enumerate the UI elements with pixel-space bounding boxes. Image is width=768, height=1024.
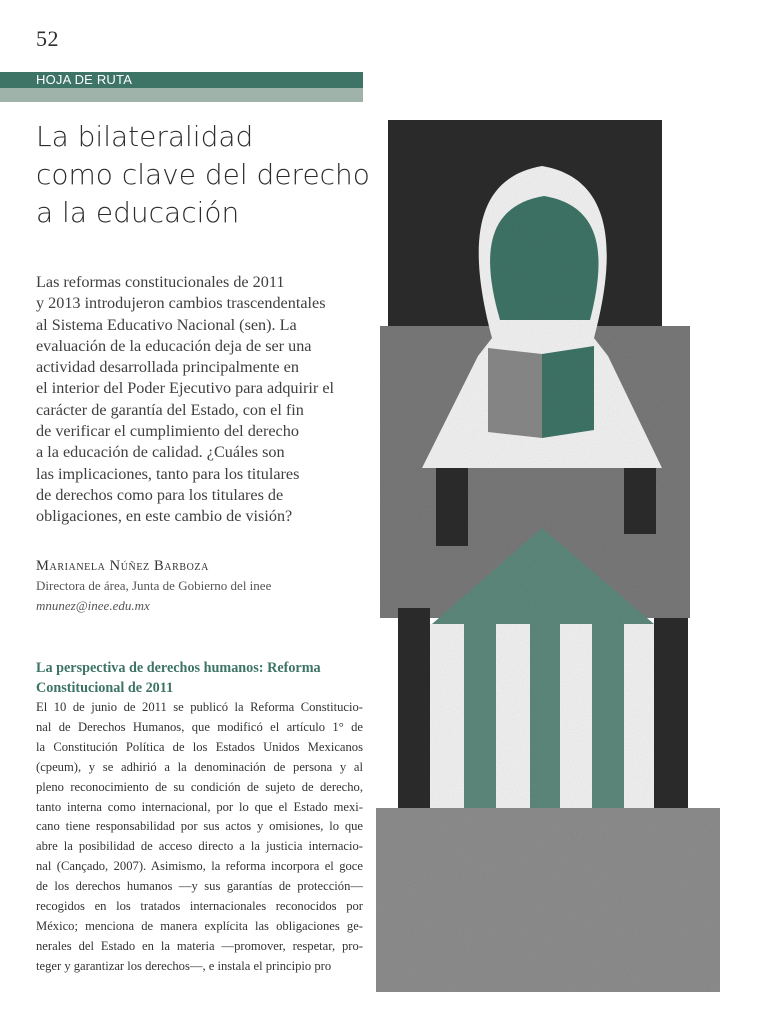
lead-line: y 2013 introdujeron cambios trascendentales <box>36 294 326 313</box>
body-line: cano tiene responsabilidad por sus actos y omisiones, lo que <box>36 819 363 834</box>
article-title <box>36 118 370 232</box>
body-line: abre la posibilidad de acceso directo a la justicia internacio- <box>36 839 363 854</box>
lead-line: actividad desarrollada principalmente en <box>36 358 299 377</box>
section-header-band-secondary <box>0 88 363 102</box>
body-line: recogidos en los tratados internacionales reconocidos por <box>36 899 363 914</box>
body-line: tanto interna como internacional, por lo que el Estado mexi- <box>36 799 363 814</box>
illustration-pillar-3 <box>592 624 624 814</box>
body-line: (cpeum), y se adhirió a la denominación de persona y al <box>36 759 363 774</box>
body-line: la Constitución Política de los Estados Unidos Mexicanos <box>36 739 363 754</box>
illustration-left-arm <box>436 468 468 546</box>
lead-line: las implicaciones, tanto para los titulares <box>36 464 300 483</box>
lead-line: al Sistema Educativo Nacional (sen). La <box>36 315 297 334</box>
illustration-right-arm <box>624 468 656 534</box>
lead-line: carácter de garantía del Estado, con el fin <box>36 400 304 419</box>
title-line: como clave del derecho <box>36 158 370 191</box>
lead-line: Las reformas constitucionales de 2011 <box>36 273 285 291</box>
subheading-line: Constitucional de 2011 <box>36 680 174 696</box>
illustration-student-with-book <box>372 108 724 1000</box>
author-name: Marianela Núñez Barboza <box>36 558 209 574</box>
body-line: nal (Cançado, 2007). Asimismo, la reforma incorpora el goce <box>36 859 363 874</box>
body-line: de los derechos humanos —y sus garantías de protección— <box>36 879 363 894</box>
body-line: México; menciona de manera explícita las obligaciones ge- <box>36 918 363 933</box>
lead-line: de verificar el cumplimiento del derecho <box>36 422 299 441</box>
page-number: 52 <box>36 26 59 51</box>
title-line: La bilateralidad <box>36 120 254 153</box>
illustration-book-right-page <box>542 346 594 438</box>
body-line: nal de Derechos Humanos, que modificó el artículo 1° de <box>36 719 363 734</box>
lead-line: a la educación de calidad. ¿Cuáles son <box>36 443 285 462</box>
body-line: pleno reconocimiento de su condición de sujeto de derecho, <box>36 779 363 794</box>
section-header-band <box>0 72 363 88</box>
illustration-left-post <box>398 608 430 814</box>
author-block <box>36 556 366 616</box>
author-email[interactable]: mnunez@inee.edu.mx <box>36 598 150 613</box>
illustration-green-head <box>490 196 598 320</box>
illustration-pillar-1 <box>464 624 496 814</box>
section-label: HOJA DE RUTA <box>36 72 133 87</box>
lead-line: el interior del Poder Ejecutivo para adquirir el <box>36 379 335 398</box>
lead-line: de derechos como para los titulares de <box>36 485 284 504</box>
lead-line: obligaciones, en este cambio de visión? <box>36 507 293 526</box>
lead-line: evaluación de la educación deja de ser una <box>36 336 312 355</box>
body-line: nerales del Estado en la materia —promover, respetar, pro- <box>36 938 363 953</box>
lead-paragraph <box>36 272 366 528</box>
illustration-pillar-2 <box>530 624 560 814</box>
illustration-gray-base <box>376 808 720 992</box>
illustration-book-left-page <box>488 348 542 438</box>
title-line: a la educación <box>36 196 240 229</box>
illustration-right-post <box>654 618 688 814</box>
subheading-line: La perspectiva de derechos humanos: Reforma <box>36 660 321 676</box>
body-paragraph <box>36 698 363 977</box>
author-role: Directora de área, Junta de Gobierno del inee <box>36 578 272 593</box>
body-line: El 10 de junio de 2011 se publicó la Reforma Constitucio- <box>36 700 363 714</box>
body-line: teger y garantizar los derechos—, e instala el principio pro <box>36 958 332 973</box>
section-subheading <box>36 658 366 698</box>
